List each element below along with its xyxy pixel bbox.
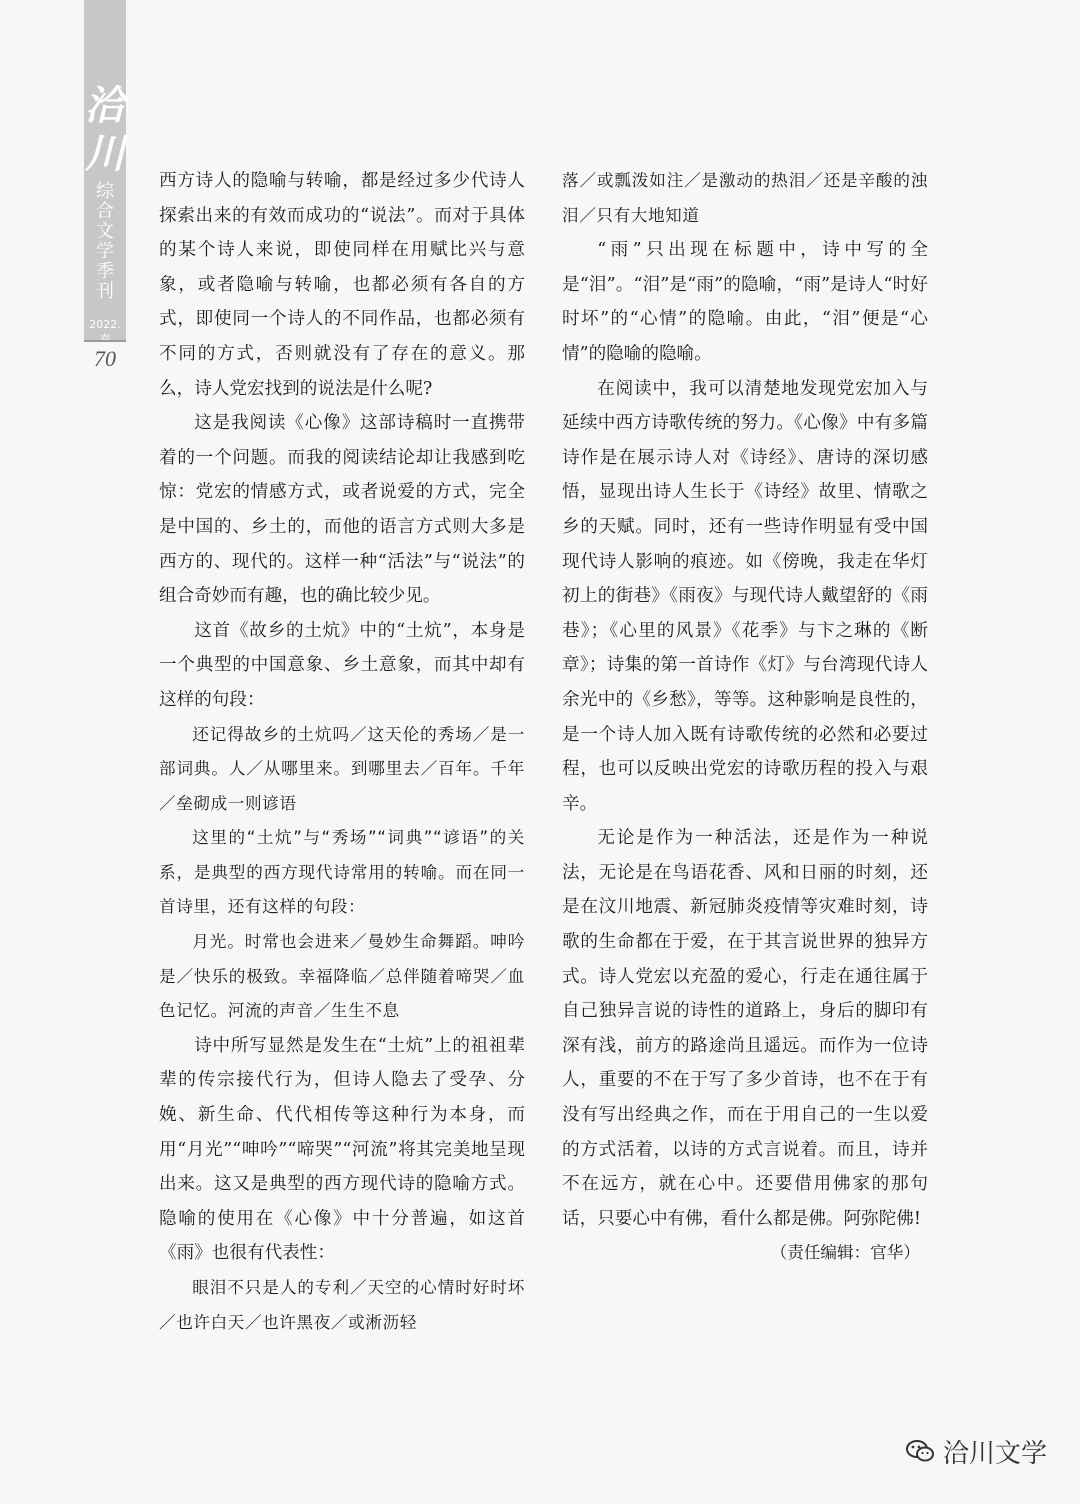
magazine-title-char-2: 川: [85, 131, 125, 176]
paragraph: 这是我阅读《心像》这部诗稿时一直携带着的一个问题。而我的阅读结论却让我感到吃惊：党宏的情感方式，或者说爱的方式，完全是中国的、乡土的，而他的语言方式则大多是西方的、现代的。这样一种“活法”与“说法”的组合奇妙而有趣，也的确比较少见。: [159, 413, 525, 607]
watermark: [905, 1432, 1047, 1470]
paragraph: 这首《故乡的土炕》中的“土炕”，本身是一个典型的中国意象、乡土意象，而其中却有这样的句段：: [159, 620, 525, 710]
paragraph: 西方诗人的隐喻与转喻，都是经过多少代诗人探索出来的有效而成功的“说法”。而对于具体的某个诗人来说，即使同样在用赋比兴与意象，或者隐喻与转喻，也都必须有各自的方式，即使同一个诗人的不同作品，也都必须有不同的方式，否则就没有了存在的意义。那么，诗人党宏找到的说法是什么呢?: [159, 171, 525, 399]
paragraph: 这里的“土炕”与“秀场”“词典”“谚语”的关系，是典型的西方现代诗常用的转喻。而在同一首诗里，还有这样的句段：: [159, 828, 525, 917]
poem-quote: 月光。时常也会进来／曼妙生命舞蹈。呻吟是／快乐的极致。幸福降临／总伴随着啼哭／血色记忆。河流的声音／生生不息: [159, 932, 525, 1021]
right-column: [562, 164, 928, 1271]
page-number: 70: [94, 346, 116, 371]
paragraph: 无论是作为一种活法，还是作为一种说法，无论是在鸟语花香、风和日丽的时刻，还是在汶川地震、新冠肺炎疫情等灾难时刻，诗歌的生命都在于爱，在于其言说世界的独异方式。诗人党宏以充盈的爱心，行走在通往属于自己独异言说的诗性的道路上，身后的脚印有深有浅，前方的路途尚且遥远。而作为一位诗人，重要的不在于写了多少首诗，也不在于有没有写出经典之作，而在于用自己的一生以爱的方式活着，以诗的方式言说着。而且，诗并不在远方，就在心中。还要借用佛家的那句话，只要心中有佛，看什么都是佛。阿弥陀佛!: [562, 828, 928, 1229]
editor-credit: （责任编辑：官华）: [770, 1243, 920, 1263]
poem-quote: 眼泪不只是人的专利／天空的心情时好时坏／也许白天／也许黑夜／或淅沥轻: [159, 1278, 525, 1332]
left-column: [159, 164, 525, 1340]
issue-label: 2022.: [89, 318, 121, 331]
wechat-icon: [905, 1439, 935, 1463]
paragraph: 在阅读中，我可以清楚地发现党宏加入与延续中西方诗歌传统的努力。《心像》中有多篇诗作是在展示诗人对《诗经》、唐诗的深切感悟，显现出诗人生长于《诗经》故里、情歌之乡的天赋。同时，还有一些诗作明显有受中国现代诗人影响的痕迹。如《傍晚，我走在华灯初上的街巷》《雨夜》与现代诗人戴望舒的《雨巷》；《心里的风景》《花季》与卞之琳的《断章》；诗集的第一首诗作《灯》与台湾现代诗人余光中的《乡愁》，等等。这种影响是良性的，是一个诗人加入既有诗歌传统的必然和必要过程，也可以反映出党宏的诗歌历程的投入与艰辛。: [562, 378, 928, 814]
paragraph: 诗中所写显然是发生在“土炕”上的祖祖辈辈的传宗接代行为，但诗人隐去了受孕、分娩、新生命、代代相传等这种行为本身，而用“月光”“呻吟”“啼哭”“河流”将其完美地呈现出来。这又是典型的西方现代诗的隐喻方式。隐喻的使用在《心像》中十分普遍，如这首《雨》也很有代表性：: [159, 1035, 525, 1264]
poem-quote: 落／或瓢泼如注／是激动的热泪／还是辛酸的浊泪／只有大地知道: [562, 171, 928, 225]
watermark-text: 洽川文学: [943, 1438, 1048, 1469]
magazine-subtitle: 综合文学季刊: [96, 181, 114, 302]
issue-divider: [84, 340, 126, 342]
paragraph: “雨”只出现在标题中，诗中写的全是“泪”。“泪”是“雨”的隐喻，“雨”是诗人“时好时坏”的“心情”的隐喻。由此，“泪”便是“心情”的隐喻的隐喻。: [562, 240, 928, 364]
poem-quote: 还记得故乡的土炕吗／这天伦的秀场／是一部词典。人／从哪里来。到哪里去／百年。千年／垒砌成一则谚语: [159, 724, 525, 813]
magazine-title-char-1: 洽: [85, 83, 125, 128]
